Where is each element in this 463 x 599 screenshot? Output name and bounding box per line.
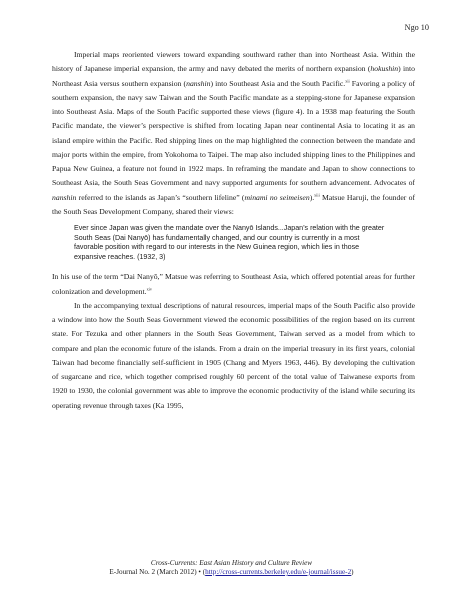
- issue-suffix: ): [351, 568, 354, 576]
- body-text: [52, 48, 415, 413]
- page-footer: [0, 559, 463, 577]
- paragraph-natural-resources: [52, 299, 415, 413]
- block-quote-text: Ever since Japan was given the mandate over the Nanyō Islands...Japan’s relation with the greater South Seas (Dai Nanyō) has fundamentally changed, and our country is currently in a most favorable position with regard to our interests in the New Guinea region, which lies in those expansive reaches. (1932, 3): [74, 224, 385, 261]
- endnote-marker: xiv: [146, 286, 152, 292]
- text-run: Matsue Haruji, the founder of the South Seas Development Company, shared their views:: [52, 192, 416, 216]
- italic-term: hokushin: [370, 64, 399, 74]
- text-run: ) into Southeast Asia and the South Pacific.: [210, 78, 346, 88]
- italic-term: nanshin: [186, 78, 211, 88]
- block-quote: [52, 224, 415, 262]
- paragraph-after-quote: [52, 270, 415, 299]
- endnote-marker: xii: [345, 77, 350, 83]
- text-run: Favoring a policy of southern expansion, the navy saw Taiwan and the South Pacific mandate as a stepping-stone for Japanese expansion into Southeast Asia. Maps of the South Pacific supported these views (figure 4). In a 1938 map featuring the South Pacific mandate, the viewer’s perspective is shifted from locating Japan near continental Asia to locating it as an island empire within the Pacific. Red shipping lines on the map highlighted the connection between the mandate and major ports within the empire, from Yokohoma to Taipei. The map also included shipping lines to the Philippines and Papua New Guinea, a feature not found in 1922 maps. In reframing the mandate and Japan to show connections to Southeast Asia, the South Seas Government and navy supported arguments for southern advancement. Advocates of: [52, 78, 416, 188]
- issue-prefix: E-Journal No. 2 (March 2012) • (: [109, 568, 206, 576]
- journal-title: Cross-Currents: East Asian History and Culture Review: [150, 559, 313, 567]
- italic-term: minami no seimeisen: [244, 192, 310, 202]
- text-run: ) into Northeast Asia versus southern expansion (: [52, 64, 415, 88]
- endnote-marker: xiii: [314, 191, 320, 197]
- text-run: referred to the islands as Japan’s “southern lifeline” (: [76, 192, 245, 202]
- text-run: In his use of the term “Dai Nanyō,” Matsue was referring to Southeast Asia, which offered potential areas for further colonization and development.: [52, 272, 415, 296]
- text-run: In the accompanying textual descriptions of natural resources, imperial maps of the South Pacific also provide a window into how the South Seas Government viewed the economic possibilities of the region based on its current state. For Tezuka and other planners in the South Seas Government, Taiwan served as a model from which to compare and plan the economic future of the islands. From a drain on the imperial treasury in its first years, colonial Taiwan had become financially self-sufficient in 1905 (Chang and Myers 1963, 446). By developing the cultivation of sugarcane and rice, which together comprised roughly 60 percent of the total value of Taiwanese exports from 1920 to 1930, the colonial government was able to improve the economic productivity of the island while securing its operating revenue through taxes (Ka 1995,: [52, 300, 415, 410]
- text-run: Imperial maps reoriented viewers toward expanding southward rather than into Northeast Asia. Within the history of Japanese imperial expansion, the army and navy debated the merits of northern expansion (: [52, 50, 415, 74]
- page-number-header: Ngo 10: [404, 23, 429, 32]
- paragraph-imperial-maps: [52, 48, 415, 219]
- italic-term: nanshin: [52, 192, 77, 202]
- issue-link[interactable]: http://cross-currents.berkeley.edu/e-journal/issue-2: [205, 568, 352, 576]
- issue-line: [0, 568, 463, 577]
- text-run: ).: [309, 192, 315, 202]
